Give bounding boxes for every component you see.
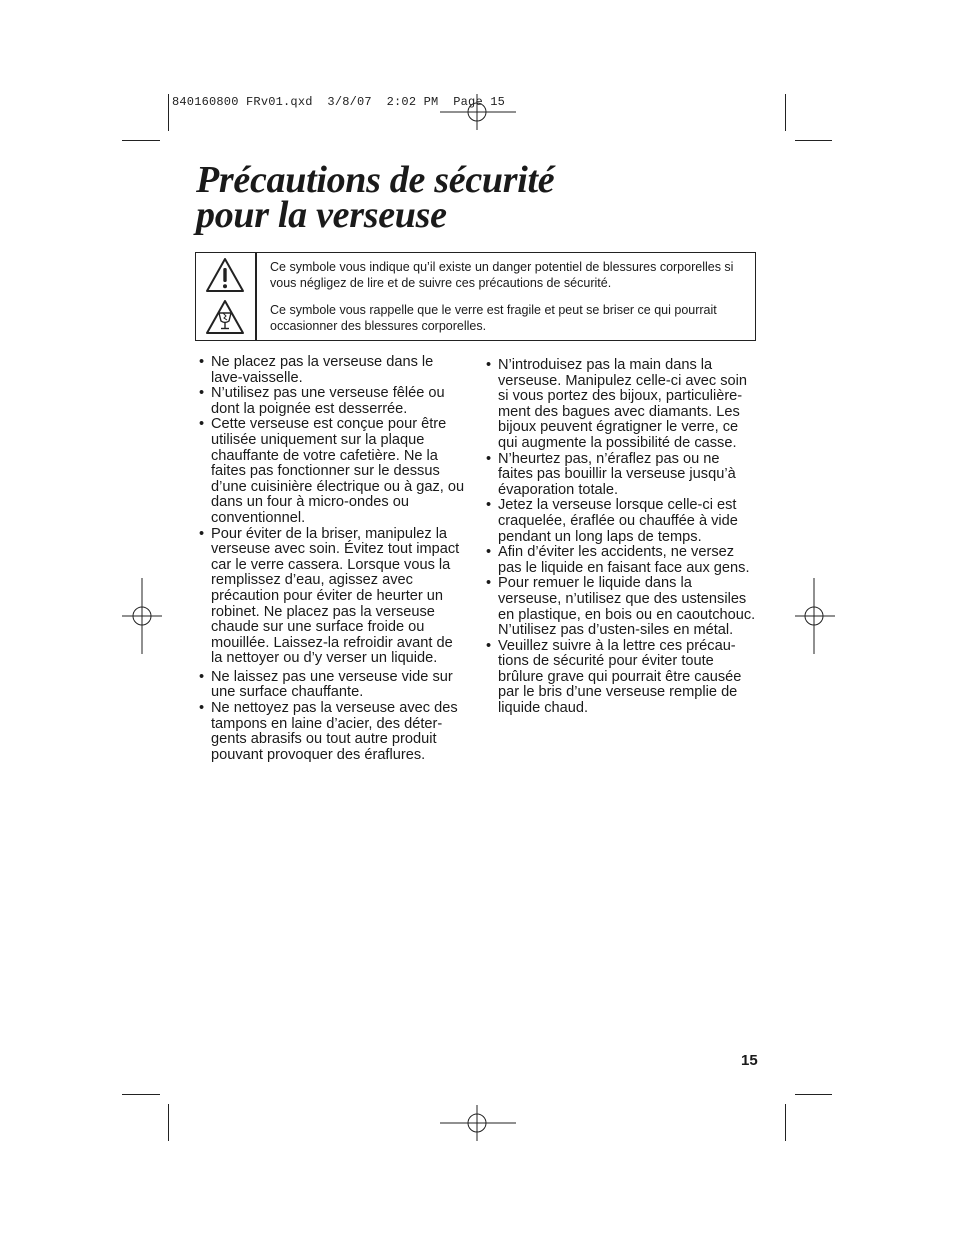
warning-symbol-description: Ce symbole vous indique qu’il existe un danger potentiel de blessures corporelles si vous négligez de lire et de suivre ces précautions de sécurité. xyxy=(270,260,734,290)
list-item: • Pour remuer le liquide dans la verseuse, n’utilisez que des ustensiles en plastique, en bois ou en caoutchouc. N’utilisez pas d’usten-siles en métal. xyxy=(486,576,758,638)
list-item: • Ne placez pas la verseuse dans le lave-vaisselle. xyxy=(199,355,467,386)
registration-mark-top-icon xyxy=(440,92,516,132)
page-number: 15 xyxy=(741,1052,758,1069)
list-item: • Jetez la verseuse lorsque celle-ci est craquelée, éraflée ou chauffée à vide pendant un long laps de temps. xyxy=(486,498,758,545)
list-item: • Veuillez suivre à la lettre ces précau-tions de sécurité pour éviter toute brûlure grave qui pourrait être causée par le bris d’une verseuse remplie de liquide chaud. xyxy=(486,639,758,717)
page-title-line-1: Précautions de sécurité xyxy=(196,159,555,201)
precautions-list-left xyxy=(199,355,467,763)
broken-glass-triangle-icon xyxy=(205,299,245,335)
list-item: • N’heurtez pas, n’éraflez pas ou ne faites pas bouillir la verseuse jusqu’à évaporation totale. xyxy=(486,452,758,499)
list-item: • Ne nettoyez pas la verseuse avec des tampons en laine d’acier, des déter-gents abrasifs ou tout autre produit pouvant provoquer des éraflures. xyxy=(199,701,467,763)
list-item: • N’utilisez pas une verseuse fêlée ou dont la poignée est desserrée. xyxy=(199,386,467,417)
list-item: • Pour éviter de la briser, manipulez la verseuse avec soin. Évitez tout impact car le verre cassera. Lorsque vous la remplissez d’eau, agissez avec précaution pour éviter de heurter un robinet. Ne placez pas la verseuse chaude sur une surface froide ou mouillée. Laissez-la refroidir avant de la nettoyer ou d’y verser un liquide. xyxy=(199,527,467,667)
registration-mark-bottom-icon xyxy=(440,1104,516,1144)
box-divider xyxy=(255,253,257,340)
list-item: • Cette verseuse est conçue pour être utilisée uniquement sur la plaque chauffante de votre cafetière. Ne la faites pas fonctionner sur le dessus d’une cuisinière électrique ou à gaz, ou dans un four à micro-ondes ou conventionnel. xyxy=(199,417,467,526)
warning-triangle-icon xyxy=(205,257,245,293)
glass-symbol-description: Ce symbole vous rappelle que le verre est fragile et peut se briser ce qui pourrait occasionner des blessures corporelles. xyxy=(270,303,717,333)
precautions-list-right xyxy=(486,358,758,717)
list-item: • Ne laissez pas une verseuse vide sur une surface chauffante. xyxy=(199,670,467,701)
page-title-line-2: pour la verseuse xyxy=(196,194,447,236)
list-item: • N’introduisez pas la main dans la verseuse. Manipulez celle-ci avec soin si vous portez des bijoux, particulière-ment des bagues avec diamants. Les bijoux peuvent égratigner le verre, ce qui augmente la possibilité de casse. xyxy=(486,358,758,452)
registration-mark-left-icon xyxy=(122,578,162,654)
page-title xyxy=(196,159,555,236)
printer-slug: 840160800 FRv01.qxd 3/8/07 2:02 PM Page 15 xyxy=(172,95,506,109)
safety-symbols-box xyxy=(195,252,756,341)
registration-mark-right-icon xyxy=(795,578,835,654)
list-item: • Afin d’éviter les accidents, ne versez pas le liquide en faisant face aux gens. xyxy=(486,545,758,576)
